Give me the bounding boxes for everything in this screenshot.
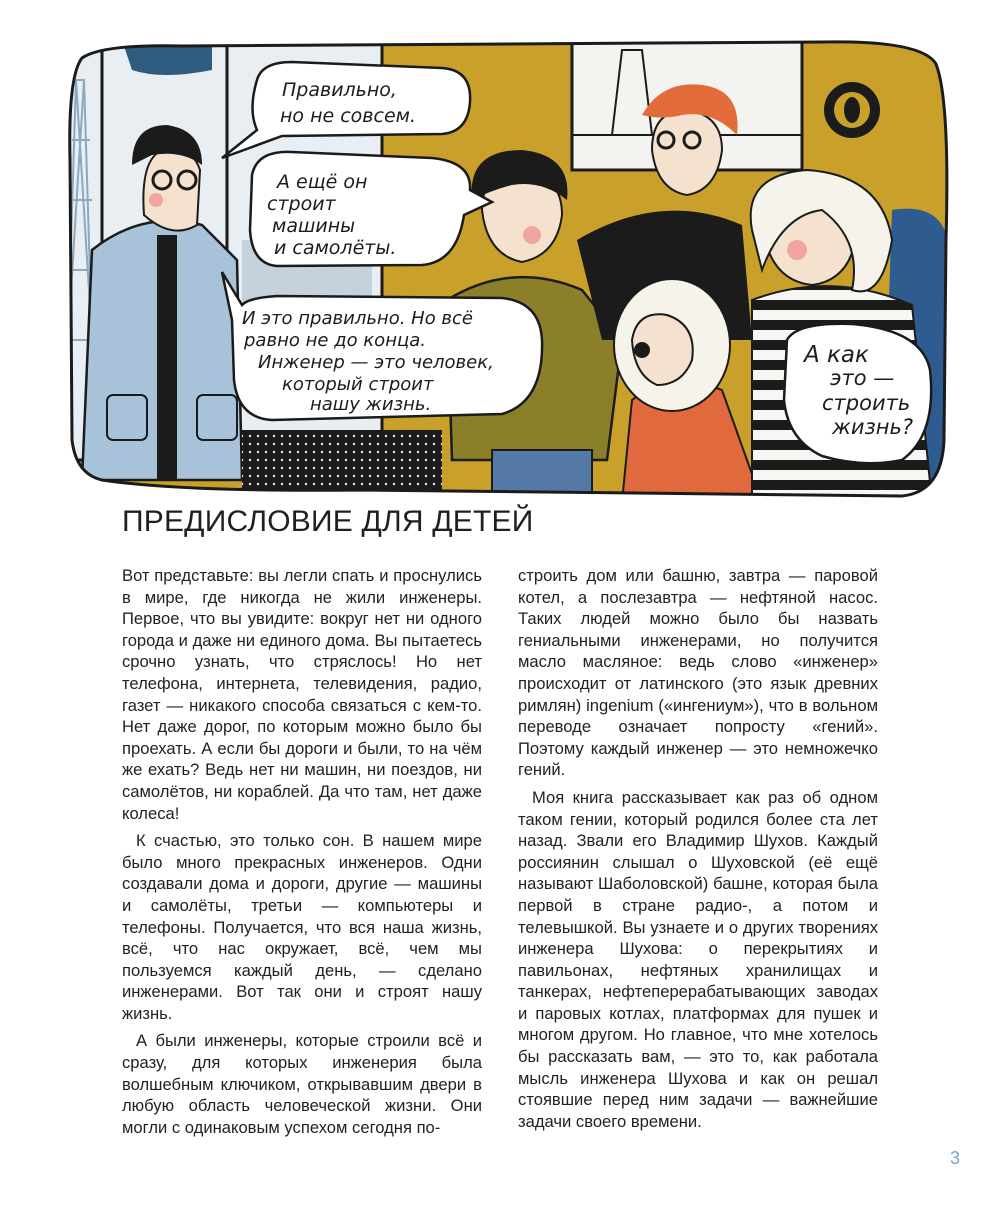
page-number: 3 xyxy=(950,1148,961,1168)
bubble-1-line-2: но не совсем. xyxy=(280,105,417,127)
bubble-3-line-5: нашу жизнь. xyxy=(310,394,432,415)
bubble-4-line-2: это — xyxy=(830,366,895,390)
bubble-4-line-1: А как xyxy=(804,342,869,368)
bubble-2-line-1: А ещё он xyxy=(277,171,368,193)
bubble-3-line-4: который строит xyxy=(282,374,434,395)
bubble-4-line-4: жизнь? xyxy=(832,415,913,439)
bubble-2-line-2: строит xyxy=(267,193,336,215)
paragraph: Вот представьте: вы легли спать и проснулись в мире, где никогда не жили инженеры. Первое, что вы увидите: вокруг нет ни одного города и даже ни единого дома. Вы пытаетесь срочно узнать, что стряслось! Но нет телефона, интернета, телевидения, радио, газет — никакого способа связаться с кем-то. Нет даже дорог, по которым можно было бы проехать. А если бы дороги и были, то на чём же ехать? Ведь нет ни машин, ни поездов, ни самолётов, ни кораблей. Да что там, нет даже колеса! xyxy=(122,566,482,823)
comic-illustration xyxy=(62,40,950,502)
bubble-4-line-3: строить xyxy=(822,391,911,415)
bubble-1-line-1: Правильно, xyxy=(282,79,397,101)
bubble-2-line-4: и самолёты. xyxy=(274,237,397,259)
text-column-right xyxy=(518,565,878,1132)
bubble-3-line-1: И это правильно. Но всё xyxy=(242,308,474,329)
section-heading: ПРЕДИСЛОВИЕ ДЛЯ ДЕТЕЙ xyxy=(122,505,534,538)
illustration-drawing xyxy=(62,40,950,502)
text-column-left xyxy=(122,565,482,1138)
paragraph: Моя книга рассказывает как раз об одном таком гении, который родился более ста лет назад. Звали его Владимир Шухов. Каждый россиянин слышал о Шуховской (её ещё называют Шаболовской) башне, которая была первой в стране радио-, а потом и телевышкой. Вы узнаете и о других творениях инженера Шухова: о перекрытиях и павильонах, нефтяных хранилищах и танкерах, нефтеперерабатывающих заводах и паровых котлах, платформах для пушек и многом другом. Но главное, что мне хотелось бы рассказать вам, — это то, как работала мысль инженера Шухова и как он решал стоявшие перед ним задачи — важнейшие задачи своего времени. xyxy=(518,787,878,1131)
paragraph: строить дом или башню, завтра — паровой котел, а послезавтра — нефтяной насос. Таких людей можно было бы назвать гениальными инженерами, но получится масло масляное: ведь слово «инженер» происходит от латинского (это язык древних римлян) ingenium («ингениум»), что в вольном переводе означает попросту «гений». Поэтому каждый инженер — это немножечко гений. xyxy=(518,566,878,780)
paragraph: К счастью, это только сон. В нашем мире было много прекрасных инженеров. Одни создавали дома и дороги, другие — машины и самолёты, третьи — компьютеры и телефоны. Получается, что вся наша жизнь, всё, что нас окружает, всё, чем мы пользуемся каждый день, — сделано инженерами. Вот так они и строят нашу жизнь. xyxy=(122,831,482,1023)
speech-bubble-4 xyxy=(784,324,931,463)
bubble-2-line-3: машины xyxy=(272,215,356,237)
bubble-3-line-3: Инженер — это человек, xyxy=(258,352,494,373)
paragraph: А были инженеры, которые строили всё и сразу, для которых инженерия была волшебным ключиком, открывавшим двери в любую область человеческой жизни. Они могли с одинаковым успехом сегодня по- xyxy=(122,1031,482,1137)
bubble-3-line-2: равно не до конца. xyxy=(244,330,426,351)
